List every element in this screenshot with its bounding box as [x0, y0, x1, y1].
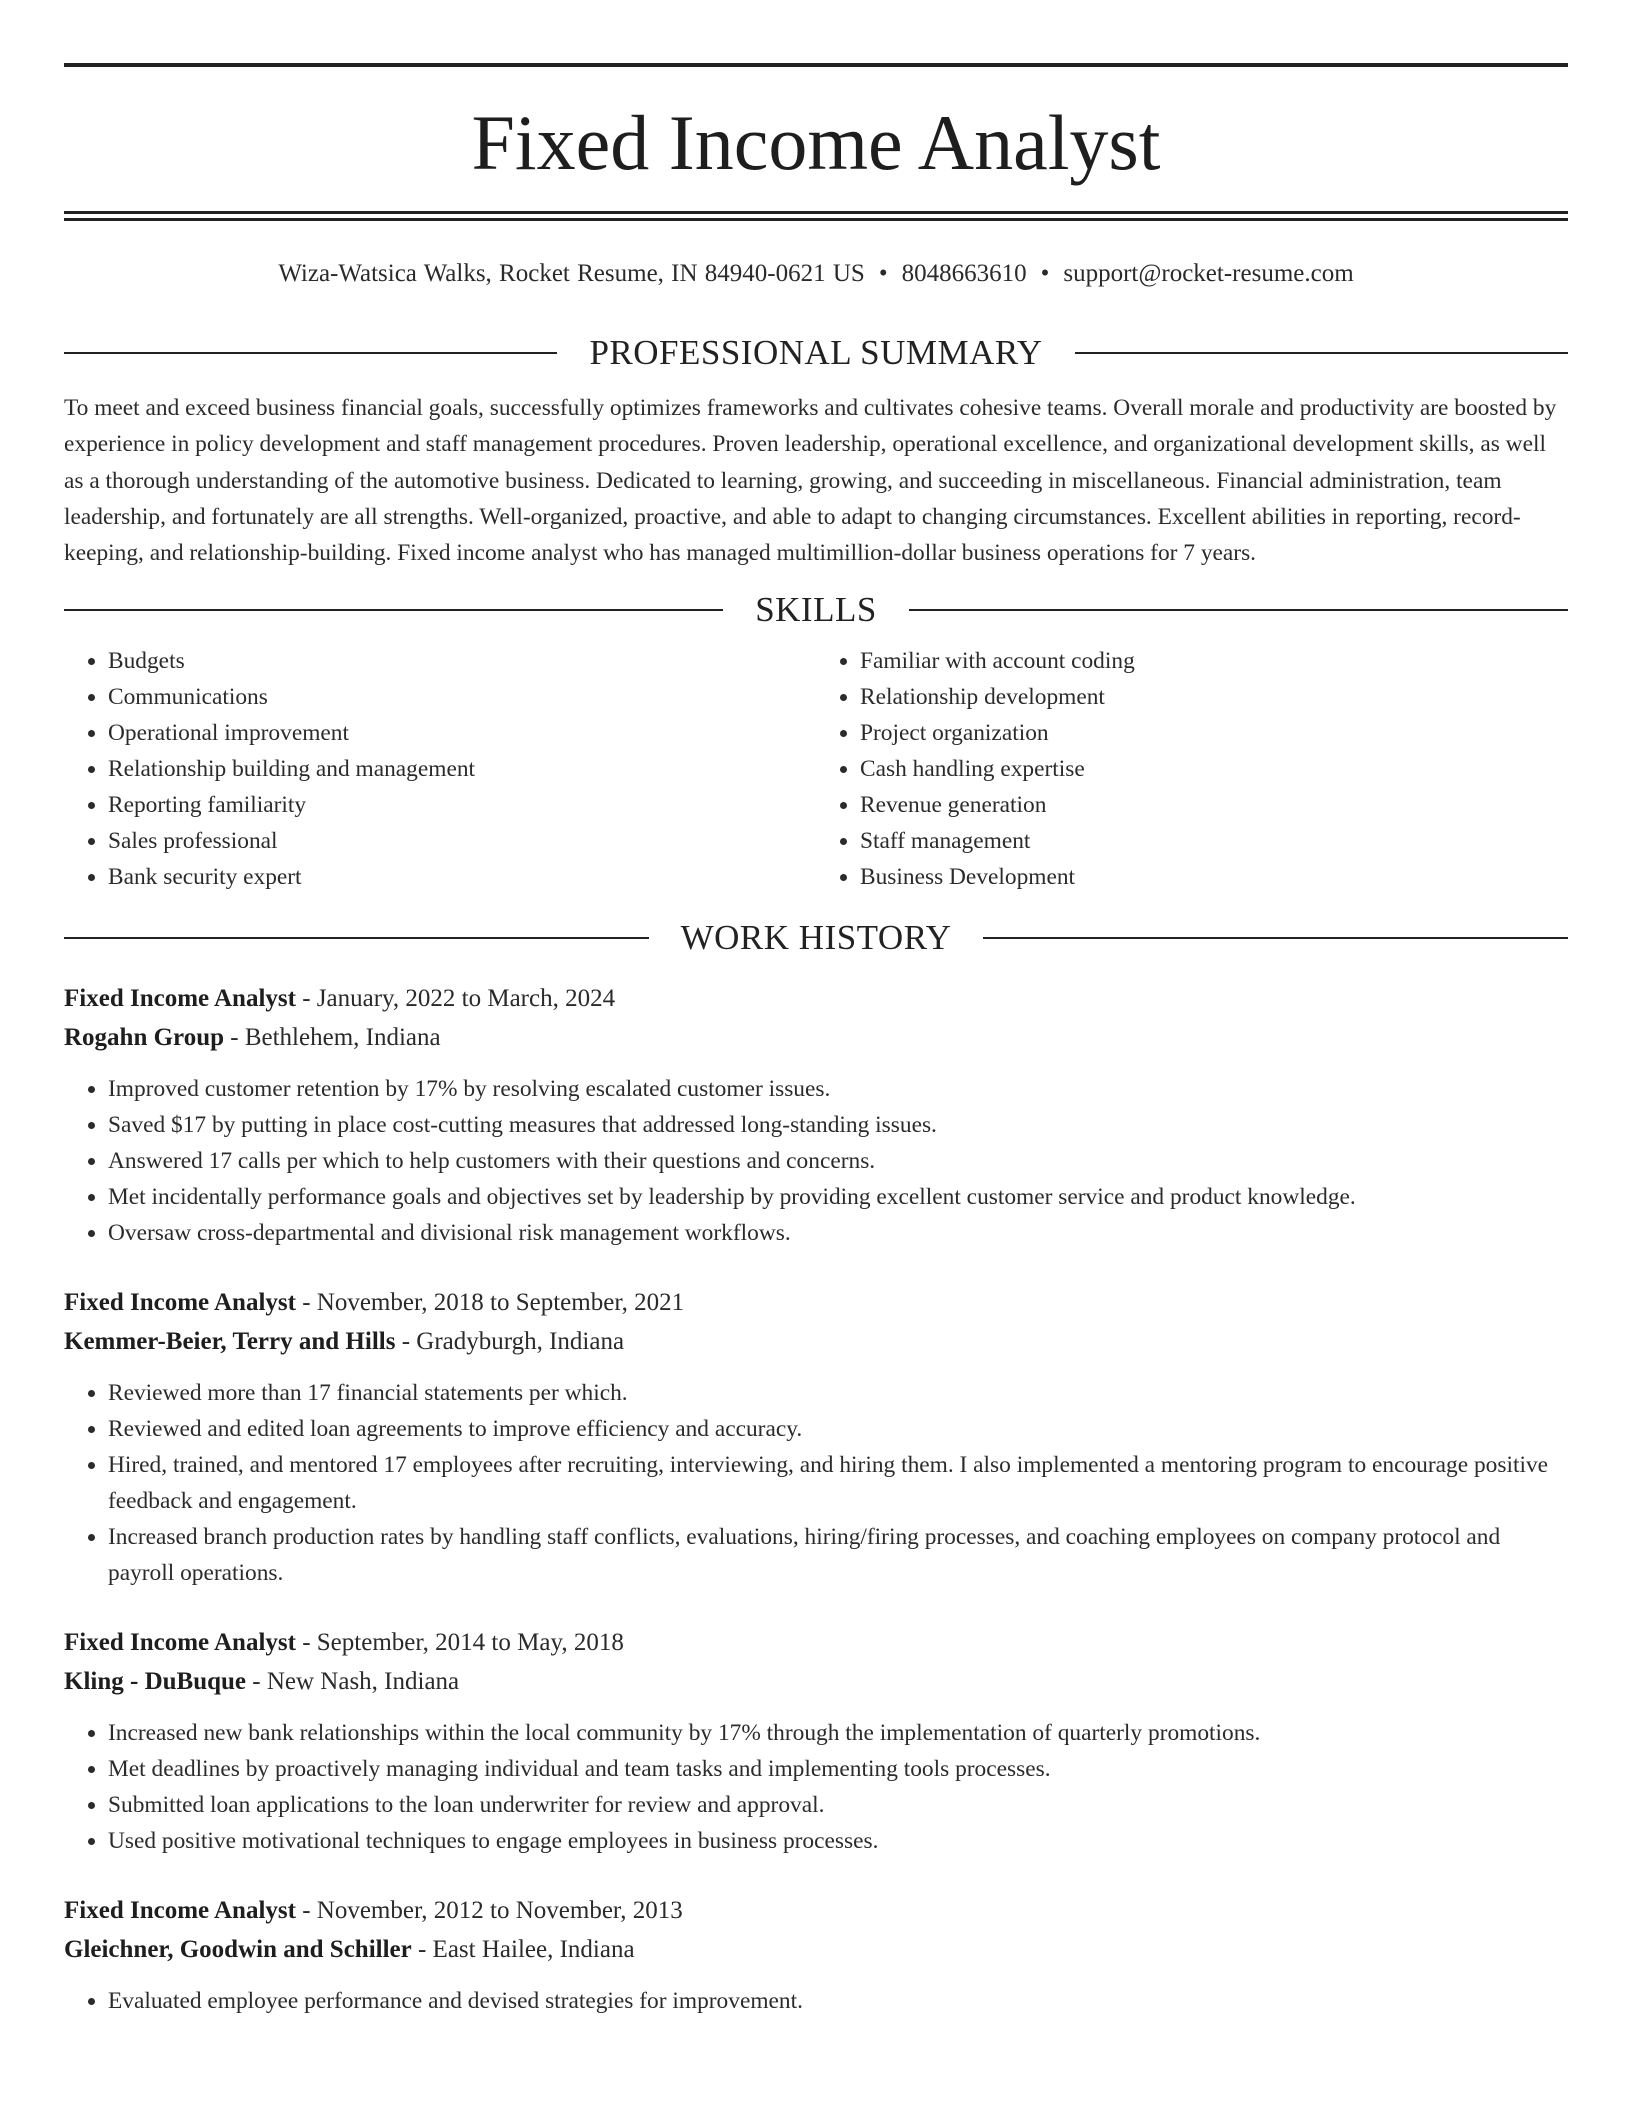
- job-role-line: [64, 1623, 1568, 1662]
- skill-item: • Business Development: [860, 859, 1568, 895]
- skills-column-right: [816, 643, 1568, 895]
- job-location: - Bethlehem, Indiana: [224, 1024, 441, 1052]
- job-role-line: [64, 1283, 1568, 1322]
- section-rule-right: [983, 937, 1568, 939]
- job-bullet: • Improved customer retention by 17% by resolving escalated customer issues.: [108, 1071, 1568, 1107]
- job-bullet: • Hired, trained, and mentored 17 employees after recruiting, interviewing, and hiring them. I also implemented a mentoring program to encourage positive feedback and engagement.: [108, 1447, 1568, 1519]
- job-bullet: • Answered 17 calls per which to help customers with their questions and concerns.: [108, 1143, 1568, 1179]
- job-bullets: [64, 1715, 1568, 1859]
- summary-section-header: [64, 332, 1568, 374]
- job-bullet: • Oversaw cross-departmental and divisional risk management workflows.: [108, 1215, 1568, 1251]
- skill-item: • Sales professional: [108, 823, 816, 859]
- job-bullet: • Used positive motivational techniques to engage employees in business processes.: [108, 1823, 1568, 1859]
- skill-item: • Revenue generation: [860, 787, 1568, 823]
- skills-section-title: SKILLS: [755, 590, 877, 630]
- job-title: Fixed Income Analyst: [64, 1629, 296, 1657]
- section-rule-left: [64, 937, 649, 939]
- summary-section-title: PROFESSIONAL SUMMARY: [589, 333, 1043, 372]
- job-bullets: [64, 1375, 1568, 1591]
- job-bullet: • Evaluated employee performance and devised strategies for improvement.: [108, 1983, 1568, 2019]
- job-company: Gleichner, Goodwin and Schiller: [64, 1936, 412, 1964]
- section-rule-right: [1075, 352, 1568, 354]
- resume-page: [64, 0, 1568, 2019]
- job-location: - Gradyburgh, Indiana: [395, 1328, 625, 1356]
- job-dates: - January, 2022 to March, 2024: [295, 985, 616, 1013]
- skill-item: • Bank security expert: [108, 859, 816, 895]
- job-bullets: [64, 1071, 1568, 1251]
- job-dates: - September, 2014 to May, 2018: [295, 1629, 624, 1657]
- contact-phone: 8048663610: [901, 260, 1027, 287]
- section-rule-right: [909, 609, 1568, 611]
- header-top-rule: [64, 63, 1568, 67]
- work-section-title: WORK HISTORY: [680, 918, 952, 958]
- job-company: Kling - DuBuque: [64, 1668, 247, 1696]
- resume-name: Fixed Income Analyst: [471, 99, 1161, 186]
- job-bullet: • Reviewed more than 17 financial statements per which.: [108, 1375, 1568, 1411]
- job-bullet: • Submitted loan applications to the loan underwriter for review and approval.: [108, 1787, 1568, 1823]
- contact-separator: •: [1040, 260, 1050, 287]
- skill-item: • Project organization: [860, 715, 1568, 751]
- section-rule-left: [64, 352, 557, 354]
- skill-item: • Familiar with account coding: [860, 643, 1568, 679]
- skill-item: • Relationship development: [860, 679, 1568, 715]
- job-bullet: • Increased new bank relationships within the local community by 17% through the implementation of quarterly promotions.: [108, 1715, 1568, 1751]
- job-bullet: • Saved $17 by putting in place cost-cutting measures that addressed long-standing issues.: [108, 1107, 1568, 1143]
- job-entry: [64, 1623, 1568, 1859]
- contact-line: [64, 258, 1568, 290]
- job-entry: [64, 979, 1568, 1251]
- job-bullet: • Met deadlines by proactively managing individual and team tasks and implementing tools processes.: [108, 1751, 1568, 1787]
- summary-text: To meet and exceed business financial goals, successfully optimizes frameworks and cultivates cohesive teams. Overall morale and productivity are boosted by experience in policy development and staff management procedures. Proven leadership, operational excellence, and organizational development skills, as well as a thorough understanding of the automotive business. Dedicated to learning, growing, and succeeding in miscellaneous. Financial administration, team leadership, and fortunately are all strengths. Well-organized, proactive, and able to adapt to changing circumstances. Excellent abilities in reporting, record-keeping, and relationship-building. Fixed income analyst who has managed multimillion-dollar business operations for 7 years.: [64, 395, 1557, 567]
- skill-item: • Budgets: [108, 643, 816, 679]
- job-dates: - November, 2012 to November, 2013: [295, 1897, 683, 1925]
- job-bullet: • Met incidentally performance goals and objectives set by leadership by providing excellent customer service and product knowledge.: [108, 1179, 1568, 1215]
- skills-list: [64, 643, 1568, 895]
- section-rule-left: [64, 609, 723, 611]
- job-bullet: • Increased branch production rates by handling staff conflicts, evaluations, hiring/firing processes, and coaching employees on company protocol and payroll operations.: [108, 1519, 1568, 1591]
- skill-item: • Reporting familiarity: [108, 787, 816, 823]
- job-company-line: [64, 1322, 1568, 1361]
- job-title: Fixed Income Analyst: [64, 1897, 296, 1925]
- contact-email: support@rocket-resume.com: [1063, 260, 1354, 287]
- job-title: Fixed Income Analyst: [64, 985, 296, 1013]
- skill-item: • Operational improvement: [108, 715, 816, 751]
- skill-item: • Staff management: [860, 823, 1568, 859]
- header-bottom-rule: [64, 211, 1568, 221]
- job-entry: [64, 1283, 1568, 1591]
- job-company: Kemmer-Beier, Terry and Hills: [64, 1328, 396, 1356]
- job-company-line: [64, 1930, 1568, 1969]
- contact-address: Wiza-Watsica Walks, Rocket Resume, IN 84940-0621 US: [278, 260, 865, 287]
- job-role-line: [64, 979, 1568, 1018]
- skills-section-header: [64, 589, 1568, 631]
- contact-separator: •: [878, 260, 888, 287]
- job-role-line: [64, 1891, 1568, 1930]
- job-location: - East Hailee, Indiana: [411, 1936, 635, 1964]
- skill-item: • Cash handling expertise: [860, 751, 1568, 787]
- job-bullet: • Reviewed and edited loan agreements to improve efficiency and accuracy.: [108, 1411, 1568, 1447]
- job-bullets: [64, 1983, 1568, 2019]
- work-section-header: [64, 917, 1568, 959]
- skills-column-left: [64, 643, 816, 895]
- job-location: - New Nash, Indiana: [246, 1668, 460, 1696]
- job-company-line: [64, 1662, 1568, 1701]
- job-company-line: [64, 1018, 1568, 1057]
- skill-item: • Relationship building and management: [108, 751, 816, 787]
- job-dates: - November, 2018 to September, 2021: [295, 1289, 685, 1317]
- job-entry: [64, 1891, 1568, 2019]
- skill-item: • Communications: [108, 679, 816, 715]
- job-company: Rogahn Group: [64, 1024, 225, 1052]
- job-title: Fixed Income Analyst: [64, 1289, 296, 1317]
